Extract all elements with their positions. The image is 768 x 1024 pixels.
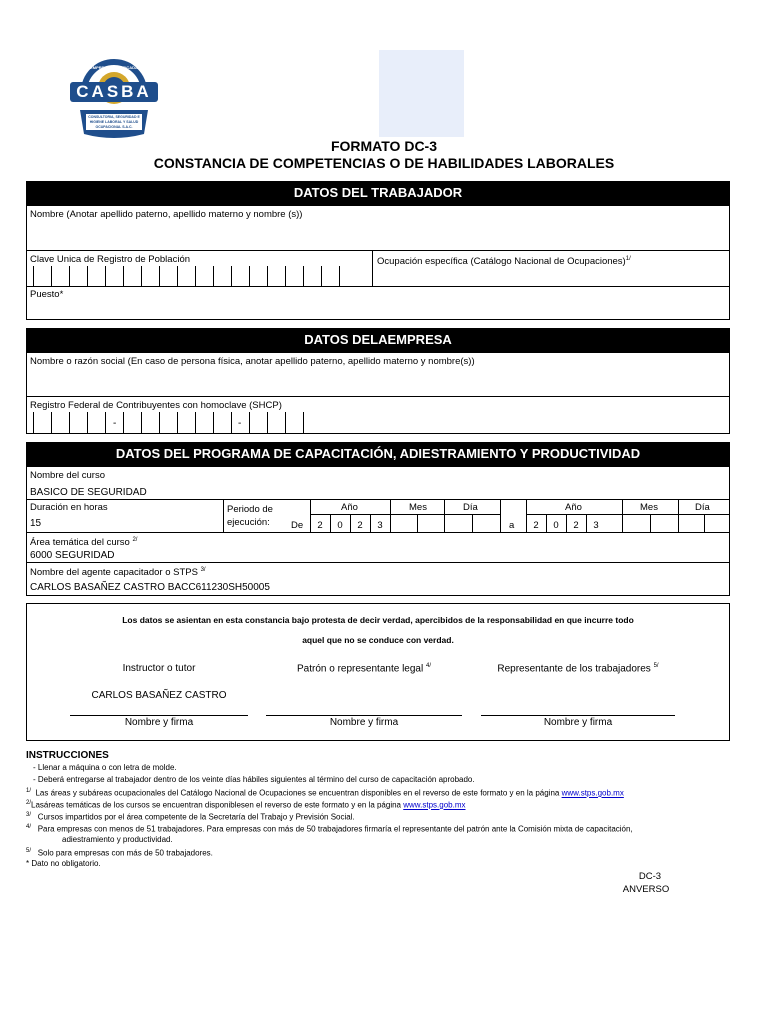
divider <box>622 499 623 532</box>
signature-line-patron <box>266 715 462 716</box>
logo-subtext-3: OCUPACIONAL S.A.C. <box>95 125 133 129</box>
divider <box>26 499 730 500</box>
footnote-2-text: Lasáreas temáticas de los cursos se encuentran disponiblesen el reverso de este formato y en la página <box>31 800 402 810</box>
puesto-field[interactable] <box>27 301 729 319</box>
footnote-5-text: Solo para empresas con más de 50 trabajadores. <box>37 848 213 858</box>
area-label <box>30 535 137 548</box>
form-subtitle: CONSTANCIA DE COMPETENCIAS O DE HABILIDADES LABORALES <box>153 155 615 171</box>
company-logo <box>66 54 162 140</box>
footnote-3-text: Cursos impartidos por el área competente de la Secretaría del Trabajo y Previsión Social. <box>37 812 355 822</box>
footnote-4-marker: 4/ <box>26 824 32 830</box>
a-label: a <box>509 520 515 531</box>
mes-de-label: Mes <box>409 502 427 513</box>
instruccion-3 <box>26 787 624 798</box>
divider <box>472 514 473 532</box>
patron-label <box>266 663 462 674</box>
divider <box>500 499 501 532</box>
agente-value[interactable]: CARLOS BASAÑEZ CASTRO BACC611230SH50005 <box>30 582 270 593</box>
divider <box>223 499 224 532</box>
instruccion-4 <box>26 799 466 810</box>
agente-footnote: 3/ <box>200 567 206 573</box>
anio-a-digit-1[interactable]: 2 <box>533 520 539 531</box>
anio-a-digit-2[interactable]: 0 <box>553 520 559 531</box>
anio-de-label: Año <box>341 502 358 513</box>
footnote-5-marker: 5/ <box>26 848 32 854</box>
anio-a-label: Año <box>565 502 582 513</box>
instruccion-2: - Deberá entregarse al trabajador dentro de los veinte días hábiles siguientes al término del curso de capacitación aprobado. <box>33 775 475 784</box>
instruccion-6b: adiestramiento y productividad. <box>62 835 173 844</box>
curso-label: Nombre del curso <box>30 470 105 481</box>
curp-field[interactable] <box>33 266 353 286</box>
stps-link-1[interactable]: www.stps.gob.mx <box>561 788 624 798</box>
anio-de-digit-1[interactable]: 2 <box>317 520 323 531</box>
logo-subtext-1: CONSULTORIA, SEGURIDAD E <box>88 115 140 119</box>
nombre-label: Nombre (Anotar apellido paterno, apellido materno y nombre (s)) <box>30 209 303 220</box>
anio-de-digit-4[interactable]: 3 <box>377 520 383 531</box>
instrucciones-title: INSTRUCCIONES <box>26 750 109 761</box>
ocupacion-label-text: Ocupación específica (Catálogo Nacional de Ocupaciones) <box>377 256 626 268</box>
divider <box>678 499 679 532</box>
anio-a-digit-3[interactable]: 2 <box>573 520 579 531</box>
dia-a-label: Día <box>695 502 710 513</box>
rfc-dash-1: - <box>113 418 117 429</box>
footer-code: DC-3 <box>638 871 662 882</box>
periodo-label-2: ejecución: <box>227 517 270 528</box>
signature-line-instructor <box>70 715 248 716</box>
periodo-label-1: Periodo de <box>227 504 273 515</box>
ocupacion-label <box>377 254 631 267</box>
divider <box>26 562 730 563</box>
instructor-label: Instructor o tutor <box>122 663 196 674</box>
logo-name: CASBA <box>76 82 152 101</box>
divider <box>417 514 418 532</box>
razon-social-label: Nombre o razón social (En caso de persona física, anotar apellido paterno, apellido materno y nombre(s)) <box>30 356 475 367</box>
area-label-text: Área temática del curso <box>30 537 130 549</box>
patron-footnote: 4/ <box>425 663 431 669</box>
protesta-line-2: aquel que no se conduce con verdad. <box>302 635 454 645</box>
mes-a-label: Mes <box>640 502 658 513</box>
divider <box>444 499 445 532</box>
area-value[interactable]: 6000 SEGURIDAD <box>30 550 115 561</box>
footnote-1-text: Las áreas y subáreas ocupacionales del Catálogo Nacional de Ocupaciones se encuentran disponibles en el reverso de este formato y en la página <box>35 788 560 798</box>
instruccion-6 <box>26 823 633 834</box>
curp-label: Clave Unica de Registro de Población <box>30 254 191 265</box>
firma-label-patron: Nombre y firma <box>329 717 399 728</box>
section-header-programa: DATOS DEL PROGRAMA DE CAPACITACIÓN, ADIESTRAMIENTO Y PRODUCTIVIDAD <box>26 442 730 466</box>
divider <box>390 499 391 532</box>
representante-footnote: 5/ <box>653 663 659 669</box>
de-label: De <box>291 520 304 531</box>
agente-label <box>30 565 206 578</box>
rfc-label: Registro Federal de Contribuyentes con homoclave (SHCP) <box>30 400 282 411</box>
footnote-2-marker: 2/ <box>26 800 32 806</box>
anio-de-digit-2[interactable]: 0 <box>337 520 343 531</box>
area-footnote: 2/ <box>132 537 138 543</box>
duracion-label: Duración en horas <box>30 502 108 513</box>
rfc-dash-2: - <box>238 418 242 429</box>
instructor-value[interactable]: CARLOS BASAÑEZ CASTRO <box>91 690 227 701</box>
curso-value[interactable]: BASICO DE SEGURIDAD <box>30 487 147 498</box>
footnote-4-text: Para empresas con menos de 51 trabajadores. Para empresas con más de 50 trabajadores firmaría el representante del patrón ante la Comisión mixta de capacitación, <box>37 824 633 834</box>
protesta-line-1: Los datos se asientan en esta constancia bajo protesta de decir verdad, apercibidos de la responsabilidad en que incurre todo <box>122 615 634 625</box>
representante-label-text: Representante de los trabajadores <box>497 663 651 675</box>
duracion-value[interactable]: 15 <box>30 518 42 529</box>
nombre-field[interactable] <box>27 221 729 249</box>
divider <box>26 286 730 287</box>
logo-top-text: EMPRESA CERTIFICADA <box>90 65 138 70</box>
patron-label-text: Patrón o representante legal <box>297 663 424 675</box>
instruccion-5 <box>26 811 355 822</box>
rfc-field[interactable] <box>33 412 323 433</box>
form-title: FORMATO DC-3 <box>330 138 438 154</box>
dia-de-label: Día <box>463 502 478 513</box>
representante-label <box>481 663 675 674</box>
divider <box>26 250 730 251</box>
razon-social-field[interactable] <box>27 368 729 395</box>
logo-subtext-2: HIGIENE LABORAL Y SALUD <box>89 120 139 124</box>
anio-de-digit-3[interactable]: 2 <box>357 520 363 531</box>
seal-placeholder <box>379 50 464 137</box>
anio-a-digit-4[interactable]: 3 <box>593 520 599 531</box>
footnote-1-marker: 1/ <box>26 788 32 794</box>
divider <box>26 532 730 533</box>
instruccion-8: * Dato no obligatorio. <box>26 859 101 868</box>
footnote-3-marker: 3/ <box>26 812 32 818</box>
signature-line-representante <box>481 715 675 716</box>
agente-label-text: Nombre del agente capacitador o STPS <box>30 567 198 579</box>
divider <box>704 514 705 532</box>
firma-label-instructor: Nombre y firma <box>124 717 194 728</box>
puesto-label: Puesto* <box>30 289 64 300</box>
section-header-trabajador: DATOS DEL TRABAJADOR <box>26 181 730 205</box>
divider <box>650 514 651 532</box>
stps-link-2[interactable]: www.stps.gob.mx <box>403 800 466 810</box>
firma-label-representante: Nombre y firma <box>543 717 613 728</box>
divider <box>26 396 730 397</box>
instruccion-1: - Llenar a máquina o con letra de molde. <box>33 763 177 772</box>
divider <box>526 514 730 515</box>
divider <box>372 250 373 287</box>
footer-side: ANVERSO <box>622 884 670 895</box>
instruccion-7 <box>26 847 213 858</box>
section-header-empresa: DATOS DELAEMPRESA <box>26 328 730 352</box>
ocupacion-footnote: 1/ <box>625 256 631 262</box>
